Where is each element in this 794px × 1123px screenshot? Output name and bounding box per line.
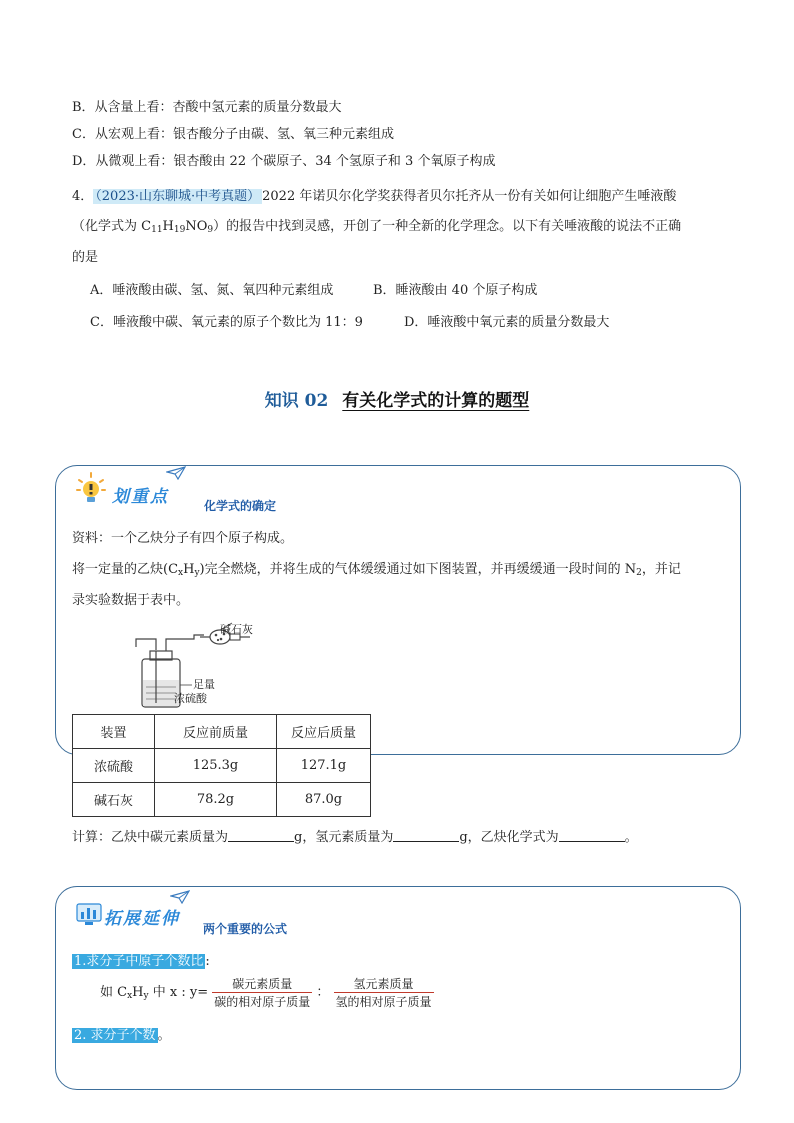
diagram-label-bottom1: 足量 — [193, 678, 215, 691]
table-row — [73, 749, 371, 783]
q4-sub: 11 — [151, 225, 163, 235]
diagram-label-top: 碱石灰 — [220, 623, 253, 636]
formula-text: 如 C — [100, 985, 128, 1000]
question-number: 4． — [72, 189, 94, 204]
formula-sub: x — [127, 991, 133, 1001]
table-cell: 125.3g — [155, 749, 277, 783]
calc-line — [72, 826, 638, 845]
table-cell: 78.2g — [155, 783, 277, 817]
chart-icon — [76, 902, 102, 930]
formula-item-2-label: 2. 求分子个数 — [74, 1028, 156, 1043]
fraction-carbon — [212, 975, 312, 1010]
box1-line3: 录实验数据于表中。 — [72, 593, 190, 608]
box1-line2 — [72, 558, 681, 578]
diagram-label-bottom2: 浓硫酸 — [174, 692, 207, 705]
calc-text: g，乙炔化学式为 — [459, 830, 559, 845]
q4-text: H — [162, 219, 174, 234]
table-header-row — [73, 715, 371, 749]
q4-option-d: D．唾液酸中氧元素的质量分数最大 — [404, 315, 610, 330]
table-header: 反应前质量 — [155, 715, 277, 749]
section-title — [0, 386, 794, 411]
q4-text: （化学式为 C — [72, 219, 152, 234]
section-heading: 有关化学式的计算的题型 — [342, 391, 530, 411]
formula-line — [100, 975, 434, 1010]
option-d: D．从微观上看：银杏酸由 22 个碳原子、34 个氢原子和 3 个氧原子构成 — [72, 154, 496, 169]
fraction-denominator: 氢的相对原子质量 — [335, 995, 432, 1009]
question-4-line3: 的是 — [72, 250, 99, 265]
table-cell: 浓硫酸 — [73, 749, 155, 783]
calc-text: 计算：乙炔中碳元素质量为 — [72, 830, 229, 845]
box1-text: ，并记 — [641, 562, 681, 577]
table-cell: 碱石灰 — [73, 783, 155, 817]
paper-plane-icon — [166, 466, 186, 484]
answer-blank[interactable] — [559, 829, 625, 842]
formula-item-1-end: : — [205, 954, 210, 969]
box1-subhead: 化学式的确定 — [204, 499, 277, 513]
fraction-numerator: 氢元素质量 — [334, 975, 434, 993]
box1-text: H — [183, 562, 195, 577]
q4-option-a: A．唾液酸由碳、氢、氮、氧四种元素组成 — [90, 283, 334, 298]
q4-sub: 9 — [207, 225, 214, 235]
data-table — [72, 714, 371, 817]
table-row — [73, 783, 371, 817]
box1-text: 将一定量的乙炔(C — [72, 562, 179, 577]
formula-colon: ： — [316, 985, 330, 1000]
option-b: B．从含量上看：杏酸中氢元素的质量分数最大 — [72, 100, 342, 115]
box1-sub: 2 — [636, 568, 642, 578]
table-header: 反应后质量 — [277, 715, 371, 749]
answer-blank[interactable] — [393, 829, 459, 842]
q4-text: ）的报告中找到灵感，开创了一种全新的化学理念。以下有关唾液酸的说法不正确 — [213, 219, 682, 234]
source-tag: （2023·山东聊城·中考真题） — [95, 189, 261, 204]
q4-sub: 19 — [173, 225, 186, 235]
question-text: 2022 年诺贝尔化学奖获得者贝尔托齐从一份有关如何让细胞产生唾液酸 — [262, 189, 677, 204]
table-cell: 87.0g — [277, 783, 371, 817]
fraction-hydrogen — [334, 975, 434, 1010]
question-4-line2 — [72, 215, 681, 235]
formula-item-2 — [72, 1024, 171, 1043]
q4-text: NO — [185, 219, 208, 234]
question-4-line1 — [72, 185, 676, 204]
paper-plane-icon — [170, 890, 190, 908]
formula-item-1-label: 1.求分子中原子个数比 — [74, 954, 204, 969]
q4-option-c: C．唾液酸中碳、氧元素的原子个数比为 11：9 — [90, 315, 363, 330]
box1-text: )完全燃烧，并将生成的气体缓缓通过如下图装置，并再缓缓通一段时间的 N — [199, 562, 637, 577]
box1-sub: y — [194, 568, 200, 578]
box2-tag: 拓展延伸 — [104, 909, 180, 929]
fraction-numerator: 碳元素质量 — [212, 975, 312, 993]
calc-text: 。 — [624, 830, 638, 845]
fraction-denominator: 碳的相对原子质量 — [214, 995, 311, 1009]
box2-subhead: 两个重要的公式 — [203, 922, 288, 936]
formula-sub: y — [143, 991, 149, 1001]
box1-line1: 资料：一个乙炔分子有四个原子构成。 — [72, 531, 294, 546]
formula-text: H — [132, 985, 144, 1000]
table-header: 装置 — [73, 715, 155, 749]
q4-option-b: B．睡液酸由 40 个原子构成 — [373, 283, 538, 298]
box1-tag: 划重点 — [112, 487, 169, 507]
answer-blank[interactable] — [228, 829, 294, 842]
lightbulb-icon — [76, 472, 106, 510]
formula-item-2-end: 。 — [157, 1028, 171, 1043]
table-cell: 127.1g — [277, 749, 371, 783]
section-number: 知识 02 — [264, 391, 329, 411]
formula-item-1 — [72, 950, 210, 969]
box1-sub: x — [178, 568, 184, 578]
calc-text: g，氢元素质量为 — [294, 830, 394, 845]
option-c: C．从宏观上看：银杏酸分子由碳、氢、氧三种元素组成 — [72, 127, 394, 142]
formula-text: 中 x : y= — [148, 985, 209, 1000]
